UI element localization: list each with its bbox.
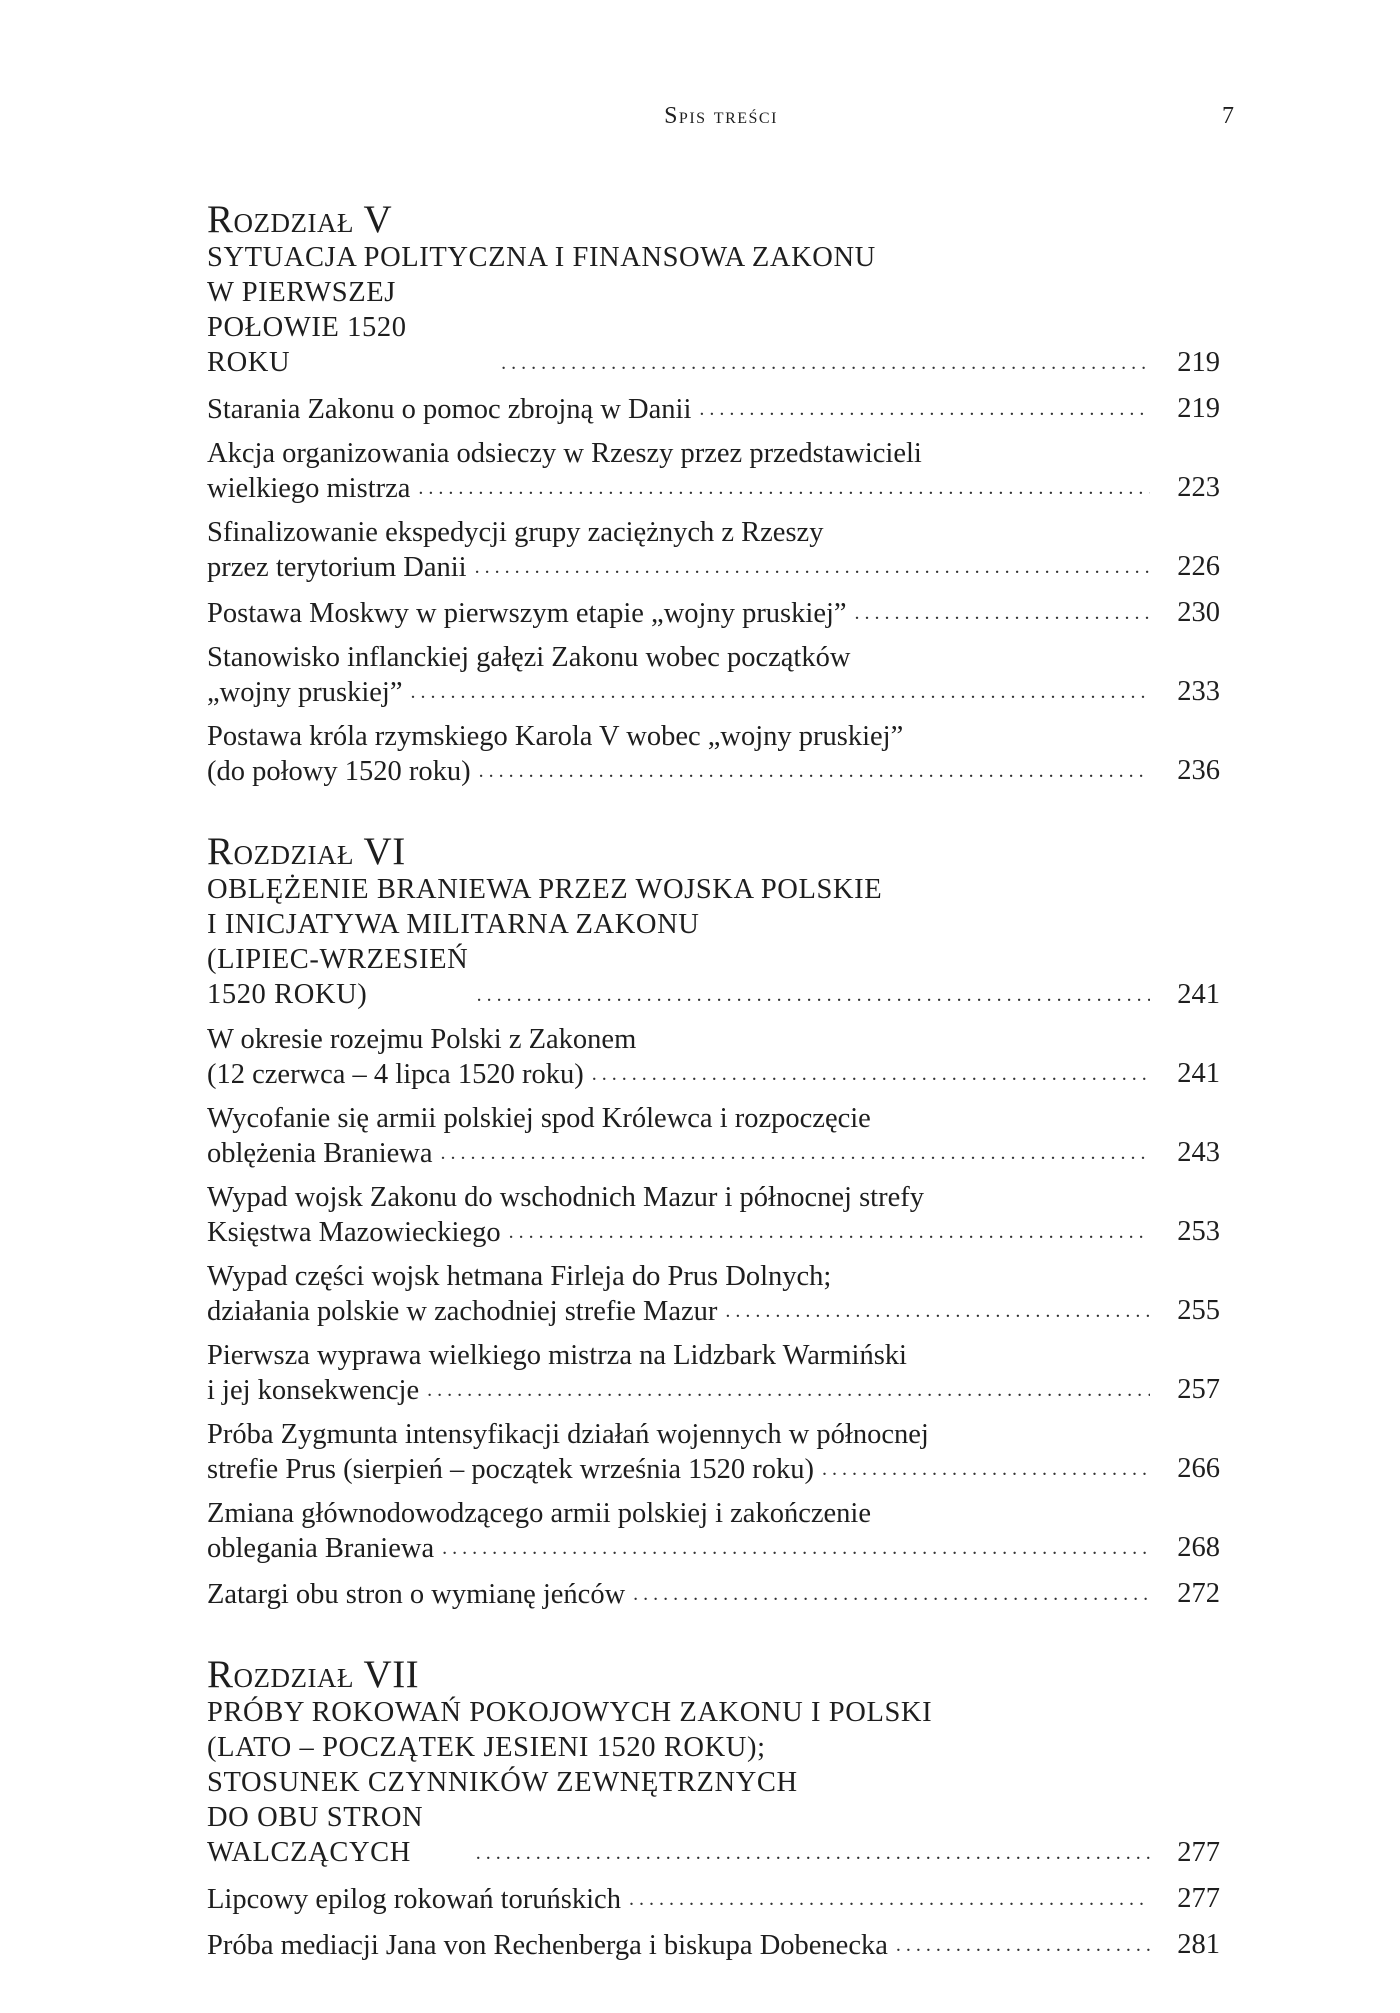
chapter-label: Rozdział VII — [207, 1653, 420, 1696]
toc-entry-line: W okresie rozejmu Polski z Zakonem — [207, 1024, 637, 1055]
toc-entry-last-line — [207, 1451, 1220, 1486]
toc-entry-page-number: 257 — [1177, 1374, 1220, 1405]
chapter-title-line: SYTUACJA POLITYCZNA I FINANSOWA ZAKONU — [207, 242, 876, 273]
toc-entry[interactable] — [207, 1418, 1220, 1486]
dot-leader — [442, 1539, 1150, 1559]
dot-leader — [501, 354, 1150, 374]
dot-leader — [896, 1936, 1150, 1956]
toc-entry[interactable] — [207, 1260, 1220, 1328]
toc-entry-line: Wycofanie się armii polskiej spod Królewca i rozpoczęcie — [207, 1103, 871, 1134]
table-of-contents — [207, 200, 1220, 2006]
dot-leader — [629, 1890, 1150, 1910]
running-title-initial: S — [664, 103, 679, 129]
chapter-title-line: STOSUNEK CZYNNIKÓW ZEWNĘTRZNYCH — [207, 1767, 798, 1798]
toc-entry-line: (12 czerwca – 4 lipca 1520 roku) — [207, 1059, 584, 1090]
toc-entry-line: Sfinalizowanie ekspedycji grupy zaciężnych z Rzeszy — [207, 517, 824, 548]
dot-leader — [479, 762, 1150, 782]
toc-entry-line: Akcja organizowania odsieczy w Rzeszy przez przedstawicieli — [207, 438, 922, 469]
chapter-title-row[interactable] — [207, 275, 1220, 380]
toc-entry-line: oblegania Braniewa — [207, 1533, 435, 1564]
toc-entry-line: Księstwa Mazowieckiego — [207, 1217, 501, 1248]
dot-leader — [427, 1381, 1150, 1401]
toc-entry-line: Próba mediacji Jana von Rechenberga i biskupa Dobenecka — [207, 1930, 888, 1961]
dot-leader — [441, 1144, 1150, 1164]
toc-entry-page-number: 253 — [1177, 1216, 1220, 1247]
chapter-title-line: I INICJATYWA MILITARNA ZAKONU — [207, 909, 700, 940]
toc-entry-line: działania polskie w zachodniej strefie Mazur — [207, 1296, 718, 1327]
toc-entry-line: Wypad wojsk Zakonu do wschodnich Mazur i północnej strefy — [207, 1182, 924, 1213]
toc-entry-page-number: 241 — [1177, 1058, 1220, 1089]
chapter-title-line: PRÓBY ROKOWAŃ POKOJOWYCH ZAKONU I POLSKI — [207, 1697, 933, 1728]
toc-entry[interactable] — [207, 1023, 1220, 1091]
toc-entry-last-line — [207, 1214, 1220, 1249]
toc-entry-page-number: 223 — [1177, 472, 1220, 503]
toc-entry-page-number: 277 — [1177, 1883, 1220, 1914]
toc-entry[interactable] — [207, 1497, 1220, 1565]
chapter-section — [207, 832, 1220, 1611]
toc-entry-line: Starania Zakonu o pomoc zbrojną w Danii — [207, 394, 692, 425]
toc-entry-line: „wojny pruskiej” — [207, 677, 403, 708]
toc-entry[interactable] — [207, 1927, 1220, 1962]
toc-entry[interactable] — [207, 516, 1220, 584]
toc-entry[interactable] — [207, 641, 1220, 709]
toc-entry-last-line — [207, 1927, 1220, 1962]
toc-entry-last-line — [207, 549, 1220, 584]
toc-entry-line: Próba Zygmunta intensyfikacji działań wojennych w północnej — [207, 1419, 929, 1450]
toc-entry-page-number: 219 — [1177, 393, 1220, 424]
toc-entry-page-number: 281 — [1177, 1929, 1220, 1960]
dot-leader — [411, 683, 1151, 703]
toc-entry-last-line — [207, 674, 1220, 709]
toc-entry[interactable] — [207, 595, 1220, 630]
toc-entry[interactable] — [207, 1339, 1220, 1407]
toc-entry-page-number: 236 — [1177, 755, 1220, 786]
toc-entry[interactable] — [207, 1102, 1220, 1170]
toc-entry-last-line — [207, 1530, 1220, 1565]
toc-entry-last-line — [207, 595, 1220, 630]
dot-leader — [699, 400, 1150, 420]
toc-entry-line: Zmiana głównodowodzącego armii polskiej i zakończenie — [207, 1498, 871, 1529]
toc-entry[interactable] — [207, 1181, 1220, 1249]
toc-entry-page-number: 243 — [1177, 1137, 1220, 1168]
toc-entry-last-line — [207, 470, 1220, 505]
toc-entry-page-number: 226 — [1177, 551, 1220, 582]
chapter-title-line: DO OBU STRON WALCZĄCYCH — [207, 1802, 424, 1868]
chapter-page-number: 277 — [1177, 1837, 1220, 1868]
chapter-title-line: (LATO – POCZĄTEK JESIENI 1520 ROKU); — [207, 1732, 766, 1763]
running-head — [208, 103, 1234, 133]
toc-entry-page-number: 255 — [1177, 1295, 1220, 1326]
dot-leader — [509, 1223, 1150, 1243]
chapter-title-row[interactable] — [207, 1800, 1220, 1870]
chapter-label: Rozdział VI — [207, 830, 406, 873]
toc-entry-line: i jej konsekwencje — [207, 1375, 420, 1406]
dot-leader — [855, 604, 1150, 624]
toc-entry-line: przez terytorium Danii — [207, 552, 467, 583]
chapter-title-row[interactable] — [207, 942, 1220, 1012]
toc-entry-line: Wypad części wojsk hetmana Firleja do Prus Dolnych; — [207, 1261, 832, 1292]
toc-entry-last-line — [207, 1881, 1220, 1916]
toc-entry-page-number: 268 — [1177, 1532, 1220, 1563]
chapter-label: Rozdział V — [207, 198, 393, 241]
toc-entry-last-line — [207, 753, 1220, 788]
chapter-page-number: 241 — [1177, 979, 1220, 1010]
toc-entry-line: wielkiego mistrza — [207, 473, 411, 504]
page-number: 7 — [1222, 103, 1234, 129]
toc-entry-line: Pierwsza wyprawa wielkiego mistrza na Lidzbark Warmiński — [207, 1340, 907, 1371]
dot-leader — [477, 986, 1150, 1006]
toc-entry[interactable] — [207, 391, 1220, 426]
toc-entry-line: Postawa króla rzymskiego Karola V wobec „wojny pruskiej” — [207, 721, 904, 752]
toc-entry-line: Zatargi obu stron o wymianę jeńców — [207, 1579, 626, 1610]
toc-entry[interactable] — [207, 1881, 1220, 1916]
toc-entry-page-number: 230 — [1177, 597, 1220, 628]
dot-leader — [418, 479, 1150, 499]
toc-entry-last-line — [207, 1056, 1220, 1091]
toc-entry-page-number: 272 — [1177, 1578, 1220, 1609]
dot-leader — [725, 1302, 1150, 1322]
chapter-title-line: W PIERWSZEJ POŁOWIE 1520 ROKU — [207, 277, 407, 378]
dot-leader — [633, 1585, 1150, 1605]
chapter-page-number: 219 — [1177, 347, 1220, 378]
toc-entry-line: oblężenia Braniewa — [207, 1138, 433, 1169]
toc-entry-line: Postawa Moskwy w pierwszym etapie „wojny pruskiej” — [207, 598, 847, 629]
dot-leader — [475, 558, 1150, 578]
chapter-title-line: OBLĘŻENIE BRANIEWA PRZEZ WOJSKA POLSKIE — [207, 874, 883, 905]
toc-entry-last-line — [207, 391, 1220, 426]
toc-entry-line: Stanowisko inflanckiej gałęzi Zakonu wobec początków — [207, 642, 851, 673]
toc-entry[interactable] — [207, 1576, 1220, 1611]
running-title — [208, 103, 1234, 130]
toc-entry-page-number: 266 — [1177, 1453, 1220, 1484]
toc-entry-last-line — [207, 1293, 1220, 1328]
chapter-title-line: (LIPIEC-WRZESIEŃ 1520 ROKU) — [207, 944, 469, 1010]
running-title-rest: pis treści — [678, 103, 778, 128]
toc-entry-last-line — [207, 1372, 1220, 1407]
toc-entry[interactable] — [207, 437, 1220, 505]
dot-leader — [592, 1065, 1150, 1085]
dot-leader — [822, 1460, 1150, 1480]
toc-entry-line: Lipcowy epilog rokowań toruńskich — [207, 1884, 621, 1915]
dot-leader — [476, 1844, 1150, 1864]
toc-entry-last-line — [207, 1135, 1220, 1170]
toc-entry-line: strefie Prus (sierpień – początek września 1520 roku) — [207, 1454, 815, 1485]
toc-entry-page-number: 233 — [1177, 676, 1220, 707]
toc-entry-line: (do połowy 1520 roku) — [207, 756, 471, 787]
chapter-section — [207, 200, 1220, 788]
chapter-section — [207, 1655, 1220, 1962]
toc-entry[interactable] — [207, 720, 1220, 788]
toc-entry-last-line — [207, 1576, 1220, 1611]
